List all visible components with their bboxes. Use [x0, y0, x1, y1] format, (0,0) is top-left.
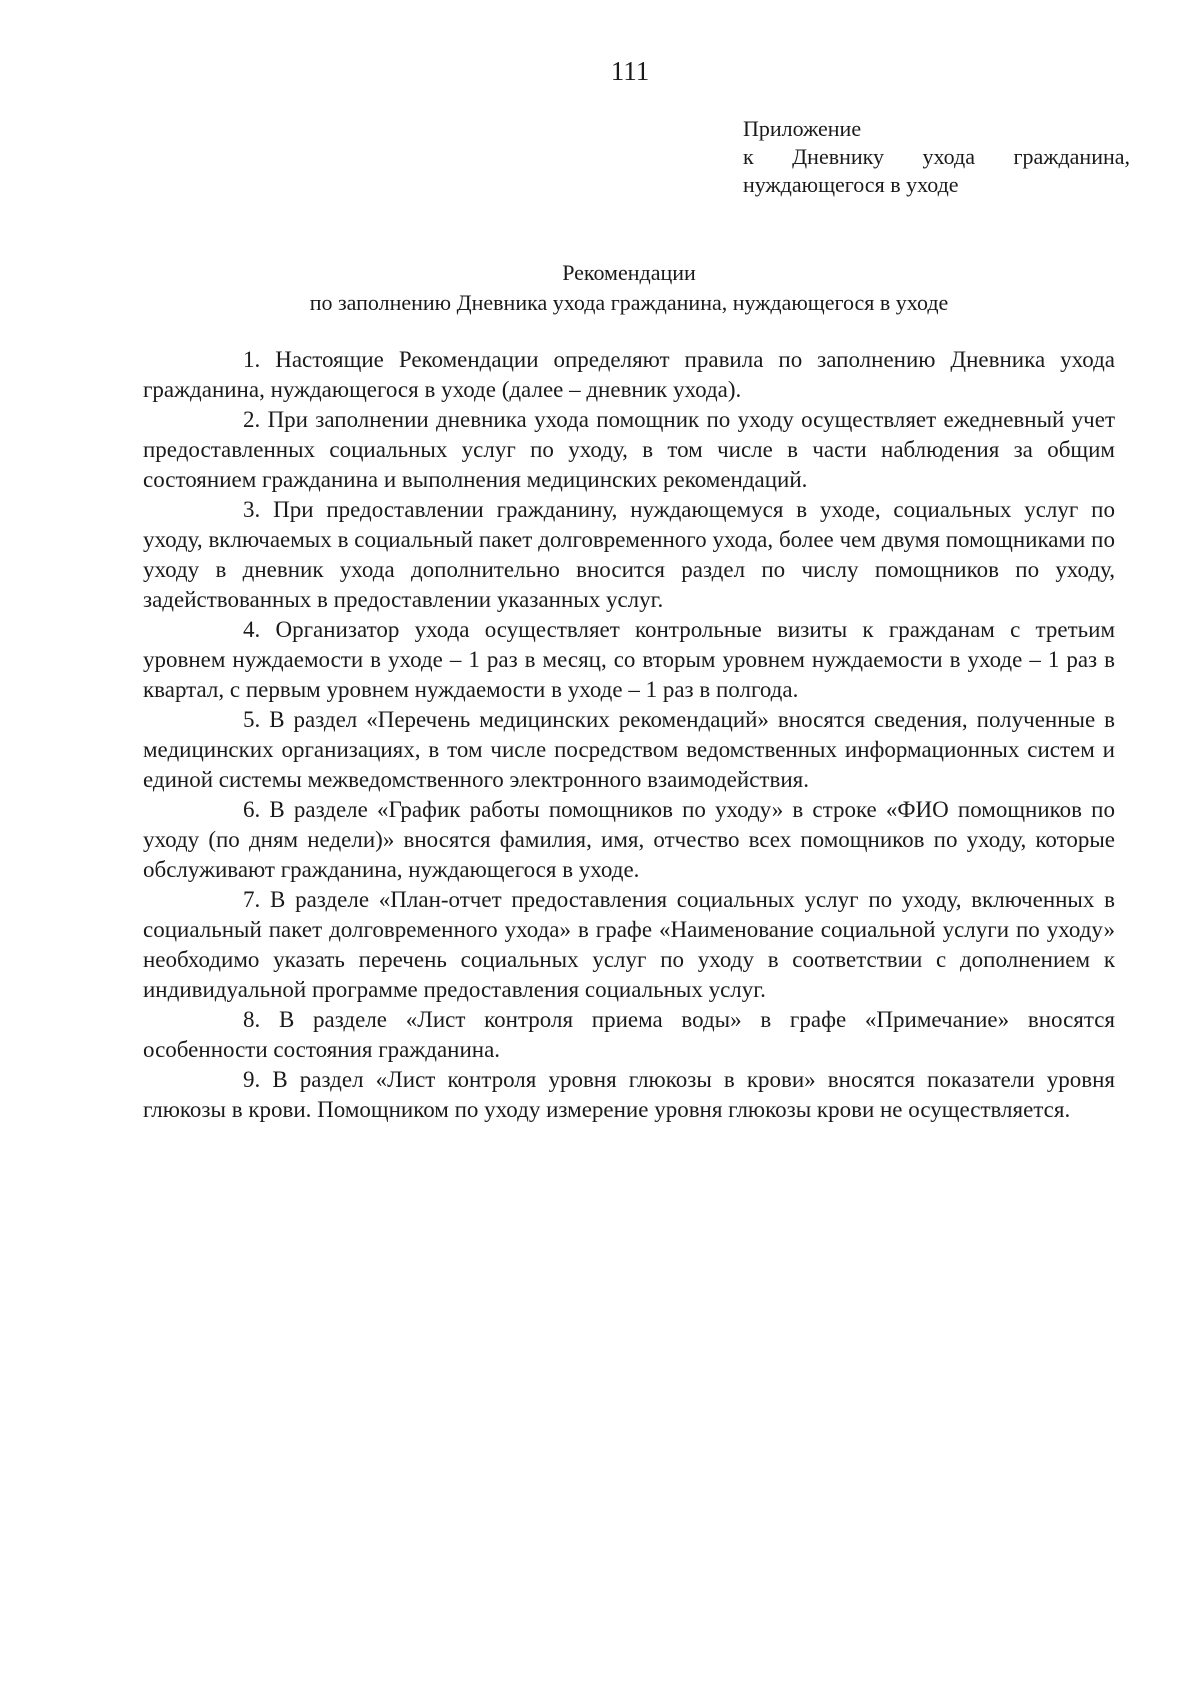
paragraph-5: 5. В раздел «Перечень медицинских рекомендаций» вносятся сведения, полученные в медицинских организациях, в том числе посредством ведомственных информационных систем и единой системы межведомственного электронного взаимодействия.	[143, 707, 1115, 792]
document-body	[143, 345, 1115, 1125]
title-line-2: по заполнению Дневника ухода гражданина, нуждающегося в уходе	[309, 290, 949, 315]
appendix-header	[743, 115, 1130, 199]
appendix-line-1: Приложение	[743, 116, 862, 141]
paragraph-7: 7. В разделе «План-отчет предоставления социальных услуг по уходу, включенных в социальный пакет долговременного ухода» в графе «Наименование социальной услуги по уходу» необходимо указать перечень социальных услуг по уходу в соответствии с дополнением к индивидуальной программе предоставления социальных услуг.	[143, 887, 1115, 1002]
paragraph-8: 8. В разделе «Лист контроля приема воды» в графе «Примечание» вносятся особенности состояния гражданина.	[143, 1007, 1115, 1062]
title-line-1: Рекомендации	[562, 260, 696, 285]
paragraph-2: 2. При заполнении дневника ухода помощник по уходу осуществляет ежедневный учет предоставленных социальных услуг по уходу, в том числе в части наблюдения за общим состоянием гражданина и выполнения медицинских рекомендаций.	[143, 407, 1115, 492]
paragraph-3: 3. При предоставлении гражданину, нуждающемуся в уходе, социальных услуг по уходу, включаемых в социальный пакет долговременного ухода, более чем двумя помощниками по уходу в дневник ухода дополнительно вносится раздел по числу помощников по уходу, задействованных в предоставлении указанных услуг.	[143, 497, 1115, 612]
paragraph-1: 1. Настоящие Рекомендации определяют правила по заполнению Дневника ухода гражданина, нуждающегося в уходе (далее – дневник ухода).	[143, 347, 1115, 402]
paragraph-6: 6. В разделе «График работы помощников по уходу» в строке «ФИО помощников по уходу (по дням недели)» вносятся фамилия, имя, отчество всех помощников по уходу, которые обслуживают гражданина, нуждающегося в уходе.	[143, 797, 1115, 882]
page-number: 111	[610, 56, 650, 86]
paragraph-4: 4. Организатор ухода осуществляет контрольные визиты к гражданам с третьим уровнем нуждаемости в уходе – 1 раз в месяц, со вторым уровнем нуждаемости в уходе – 1 раз в квартал, с первым уровнем нуждаемости в уходе – 1 раз в полгода.	[143, 617, 1115, 702]
document-title	[143, 258, 1115, 318]
appendix-line-2: к Дневнику ухода гражданина,	[743, 144, 1130, 169]
appendix-line-3: нуждающегося в уходе	[743, 172, 959, 197]
paragraph-9: 9. В раздел «Лист контроля уровня глюкозы в крови» вносятся показатели уровня глюкозы в крови. Помощником по уходу измерение уровня глюкозы крови не осуществляется.	[143, 1067, 1115, 1122]
